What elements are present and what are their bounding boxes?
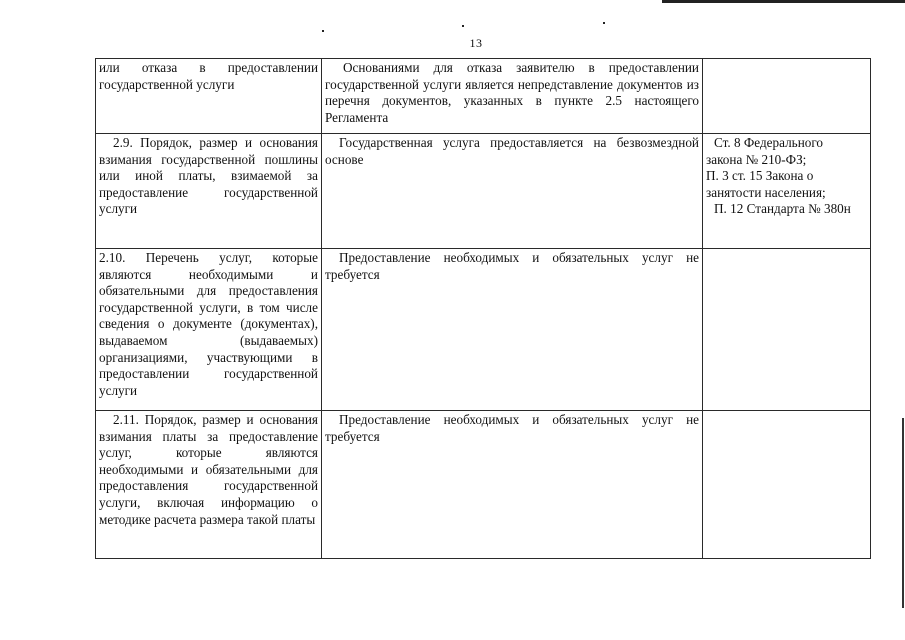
legal-reference-line: закона № 210-ФЗ; [706, 151, 807, 167]
row-2-11-source-cell [703, 411, 871, 559]
scan-speck [462, 25, 464, 27]
table-row [96, 134, 871, 249]
legal-reference-line: Ст. 8 Федерального [714, 135, 824, 150]
legal-reference-line: П. 12 Стандарта № 380н [714, 201, 851, 217]
scan-speck [322, 30, 324, 32]
table-row [96, 59, 871, 134]
scan-right-edge-line [902, 418, 904, 608]
row-2-10-title-cell: 2.10. Перечень услуг, которые являются необходимыми и обязательными для предоставления государственной услуги, в том числе сведения о документе (документах), выдаваемом (выдаваемых) организациями, участвующими в предоставлении государственной услуги [96, 249, 322, 411]
row-2-11-content-cell: Предоставление необходимых и обязательных услуг не требуется [322, 411, 703, 559]
scan-speck [603, 22, 605, 24]
row-2-11-title-cell: 2.11. Порядок, размер и основания взимания платы за предоставление услуг, которые являются необходимыми и обязательными для предоставления государственной услуги, включая информацию о методике расчета размера такой платы [96, 411, 322, 559]
row-refusal-grounds-title-cell: или отказа в предоставлении государственной услуги [96, 59, 322, 134]
row-2-10-source-cell [703, 249, 871, 411]
row-refusal-grounds-source-cell [703, 59, 871, 134]
row-2-9-title-cell: 2.9. Порядок, размер и основания взимания государственной пошлины или иной платы, взимаемой за предоставление государственной услуги [96, 134, 322, 249]
row-2-9-source-cell [703, 134, 871, 249]
row-2-10-content-cell: Предоставление необходимых и обязательных услуг не требуется [322, 249, 703, 411]
page-number: 13 [469, 36, 483, 50]
row-2-9-content-cell: Государственная услуга предоставляется на безвозмездной основе [322, 134, 703, 249]
regulation-table [95, 58, 871, 559]
table-row [96, 411, 871, 559]
legal-reference-line: занятости населения; [706, 184, 826, 200]
legal-reference-line: П. 3 ст. 15 Закона о [706, 168, 814, 184]
row-refusal-grounds-content-cell: Основаниями для отказа заявителю в предоставлении государственной услуги является непредставление документов из перечня документов, указанных в пункте 2.5 настоящего Регламента [322, 59, 703, 134]
scan-top-edge-line [662, 0, 905, 3]
table-row [96, 249, 871, 411]
